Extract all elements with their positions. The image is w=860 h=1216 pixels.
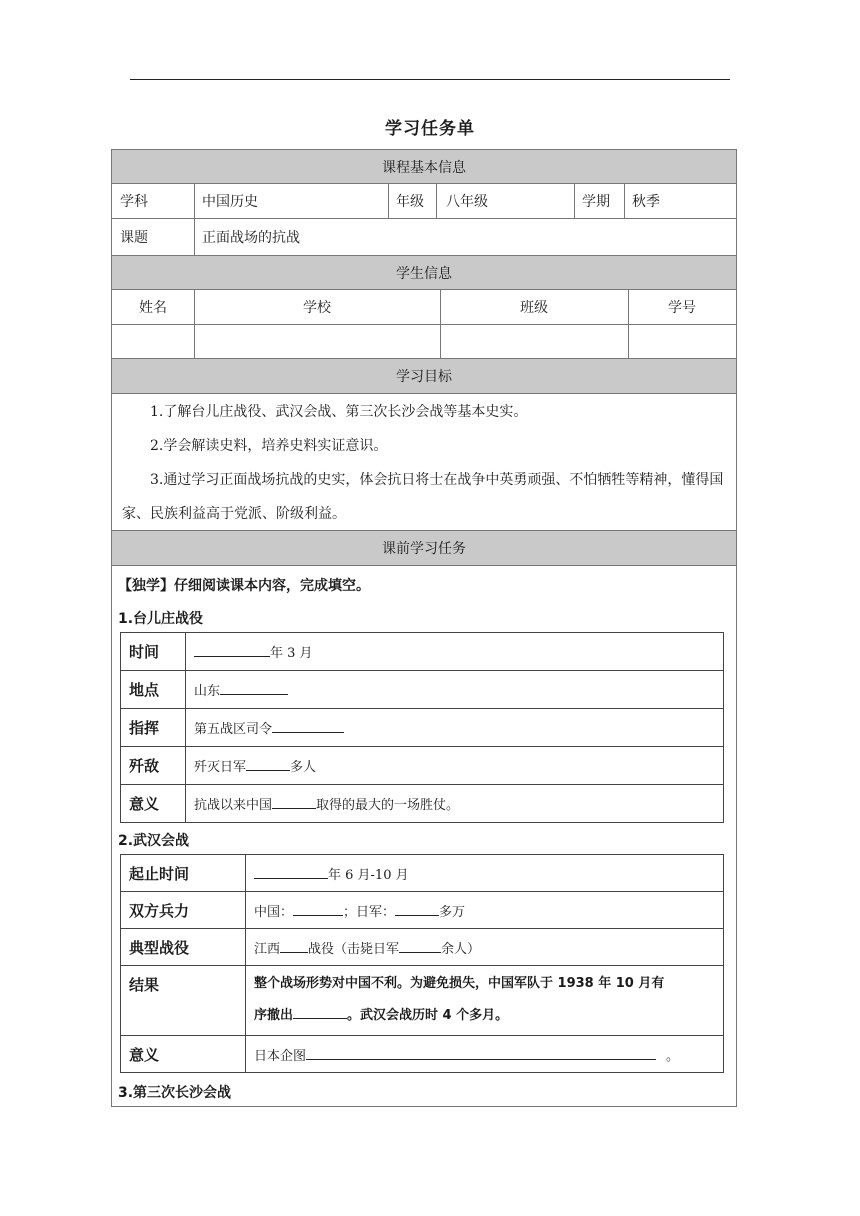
term-value: 秋季 bbox=[632, 194, 660, 210]
objective-3: 3.通过学习正面战场抗战的史实，体会抗日将士在战争中英勇顽强、不怕牺牲等精神，懂得国家、民族利益高于党派、阶级利益。 bbox=[122, 472, 724, 522]
school-field[interactable] bbox=[195, 325, 440, 358]
section-changsha-title: 3.第三次长沙会战 bbox=[118, 1085, 232, 1101]
commander-row: 第五战区司令 bbox=[186, 709, 724, 747]
period-row: 年 6 月-10 月 bbox=[246, 855, 724, 892]
typical-battle-row: 江西 战役（击毙日军 余人） bbox=[246, 929, 724, 966]
column-school: 学校 bbox=[303, 300, 331, 316]
section-wuhan-title: 2.武汉会战 bbox=[118, 833, 190, 849]
task-sheet bbox=[111, 149, 737, 1107]
fill-blank[interactable] bbox=[272, 796, 316, 809]
self-study-instruction: 【独学】仔细阅读课本内容，完成填空。 bbox=[118, 578, 370, 594]
place-row: 山东 bbox=[186, 671, 724, 709]
student-info-header: 学生信息 bbox=[112, 256, 736, 290]
objective-2: 2.学会解读史料，培养史料实证意识。 bbox=[150, 438, 388, 454]
forces-label: 双方兵力 bbox=[121, 892, 246, 929]
significance-label: 意义 bbox=[121, 785, 186, 823]
class-field[interactable] bbox=[441, 325, 628, 358]
course-info-header: 课程基本信息 bbox=[112, 150, 736, 184]
meaning-row: 日本企图 。 bbox=[246, 1036, 724, 1073]
objective-1: 1.了解台儿庄战役、武汉会战、第三次长沙会战等基本史实。 bbox=[150, 404, 528, 420]
result-row: 整个战场形势对中国不利。为避免损失，中国军队于 1938 年 10 月有 序撤出 。武汉会战历时 4 个多月。 bbox=[246, 966, 724, 1036]
column-class: 班级 bbox=[520, 300, 548, 316]
name-field[interactable] bbox=[112, 325, 194, 358]
fill-blank[interactable] bbox=[272, 720, 344, 733]
section-taierzhuang-title: 1.台儿庄战役 bbox=[118, 611, 204, 627]
document-title: 学习任务单 bbox=[385, 119, 475, 139]
fill-blank[interactable] bbox=[395, 903, 439, 916]
subject-value: 中国历史 bbox=[202, 194, 258, 210]
topic-value: 正面战场的抗战 bbox=[202, 230, 300, 246]
forces-row: 中国： ；日军： 多万 bbox=[246, 892, 724, 929]
meaning-label: 意义 bbox=[121, 1036, 246, 1073]
fill-blank[interactable] bbox=[194, 644, 270, 657]
fill-blank[interactable] bbox=[306, 1047, 656, 1060]
period-label: 起止时间 bbox=[121, 855, 246, 892]
fill-blank[interactable] bbox=[254, 866, 328, 879]
enemy-killed-label: 歼敌 bbox=[121, 747, 186, 785]
fill-blank[interactable] bbox=[399, 940, 441, 953]
column-student-id: 学号 bbox=[668, 300, 696, 316]
significance-row: 抗战以来中国 取得的最大的一场胜仗。 bbox=[186, 785, 724, 823]
fill-blank[interactable] bbox=[280, 940, 308, 953]
fill-blank[interactable] bbox=[293, 903, 343, 916]
column-name: 姓名 bbox=[139, 300, 167, 316]
grade-label: 年级 bbox=[396, 194, 424, 210]
fill-blank[interactable] bbox=[220, 682, 288, 695]
subject-label: 学科 bbox=[120, 194, 148, 210]
commander-label: 指挥 bbox=[121, 709, 186, 747]
enemy-killed-row: 歼灭日军 多人 bbox=[186, 747, 724, 785]
fill-blank[interactable] bbox=[293, 1006, 347, 1019]
typical-battle-label: 典型战役 bbox=[121, 929, 246, 966]
time-label: 时间 bbox=[121, 633, 186, 671]
place-label: 地点 bbox=[121, 671, 186, 709]
student-id-field[interactable] bbox=[629, 325, 736, 358]
objectives-header: 学习目标 bbox=[112, 359, 736, 394]
fill-blank[interactable] bbox=[246, 758, 290, 771]
term-label: 学期 bbox=[582, 194, 610, 210]
wuhan-table bbox=[120, 854, 724, 1073]
taierzhuang-table bbox=[120, 632, 724, 823]
grade-value: 八年级 bbox=[446, 194, 488, 210]
pre-tasks-header: 课前学习任务 bbox=[112, 531, 736, 566]
result-label: 结果 bbox=[121, 966, 246, 1036]
time-row: 年 3 月 bbox=[186, 633, 724, 671]
header-rule bbox=[130, 79, 730, 80]
topic-label: 课题 bbox=[120, 230, 148, 246]
